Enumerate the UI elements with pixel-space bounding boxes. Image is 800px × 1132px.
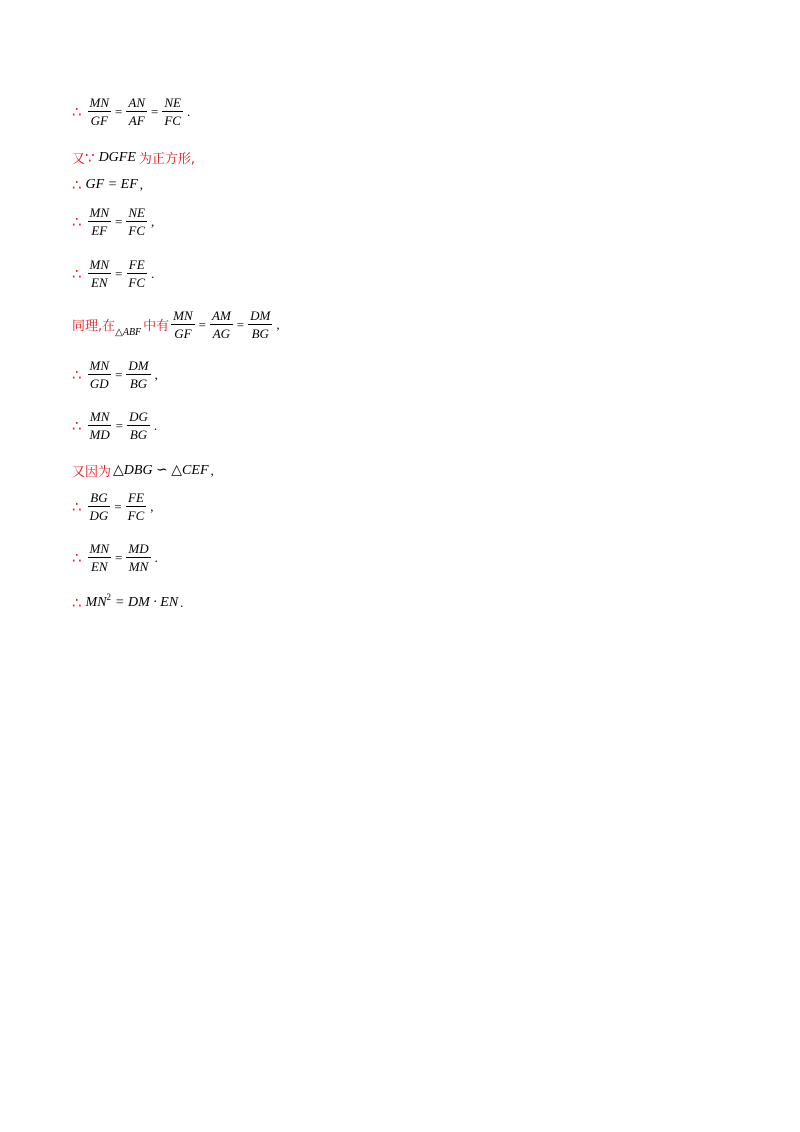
fraction: $\frac{DM}{BG}$: [250, 308, 271, 341]
proof-line-6: 同理,在 △ABF 中有 $\frac{MN}{GF}$ = $\frac{AM}{AG}$ = $\frac{DM}{BG}$ ,: [72, 308, 280, 341]
fraction: $\frac{MN}{EN}$: [89, 257, 110, 290]
fraction: $\frac{MN}{GF}$: [173, 308, 193, 341]
fraction: $\frac{MN}{EF}$: [89, 205, 110, 238]
proof-line-5: ∴ $\frac{MN}{EN}$ = $\frac{FE}{FC}$ .: [72, 257, 155, 290]
fraction: $\frac{NE}{FC}$: [128, 205, 146, 238]
fraction: $\frac{AN}{AF}$: [128, 95, 146, 128]
proof-line-2: 又 ∵ DGFE 为正方形,: [72, 148, 196, 167]
therefore-symbol: ∴: [72, 102, 82, 121]
proof-line-8: ∴ $\frac{MN}{MD}$ = $\frac{DG}{BG}$ .: [72, 409, 158, 442]
proof-line-3: ∴ GF = EF ,: [72, 176, 144, 194]
proof-line-12: ∴ MN 2 = DM · EN .: [72, 592, 184, 612]
proof-line-11: ∴ $\frac{MN}{EN}$ = $\frac{MD}{MN}$ .: [72, 541, 158, 574]
proof-line-4: ∴ $\frac{MN}{EF}$ = $\frac{NE}{FC}$ ,: [72, 205, 155, 238]
proof-line-1: ∴ $\frac{MN}{GF}$ = $\frac{AN}{AF}$ = $\frac{NE}{FC}$ .: [72, 95, 191, 128]
fraction: $\frac{MD}{MN}$: [128, 541, 149, 574]
proof-line-7: ∴ $\frac{MN}{GD}$ = $\frac{DM}{BG}$ ,: [72, 358, 158, 391]
fraction: $\frac{NE}{FC}$: [164, 95, 181, 128]
fraction: $\frac{MN}{GD}$: [89, 358, 110, 391]
fraction: $\frac{MN}{MD}$: [89, 409, 110, 442]
fraction: $\frac{AM}{AG}$: [212, 308, 231, 341]
fraction: $\frac{DM}{BG}$: [128, 358, 149, 391]
proof-line-9: 又因为 △DBG ∽ △CEF ,: [72, 462, 214, 480]
proof-line-10: ∴ $\frac{BG}{DG}$ = $\frac{FE}{FC}$ ,: [72, 490, 154, 523]
because-symbol: ∵: [85, 148, 95, 167]
fraction: $\frac{FE}{FC}$: [128, 257, 146, 290]
fraction: $\frac{FE}{FC}$: [127, 490, 145, 523]
fraction: $\frac{MN}{GF}$: [89, 95, 110, 128]
fraction: $\frac{MN}{EN}$: [89, 541, 110, 574]
fraction: $\frac{DG}{BG}$: [129, 409, 148, 442]
fraction: $\frac{BG}{DG}$: [89, 490, 109, 523]
